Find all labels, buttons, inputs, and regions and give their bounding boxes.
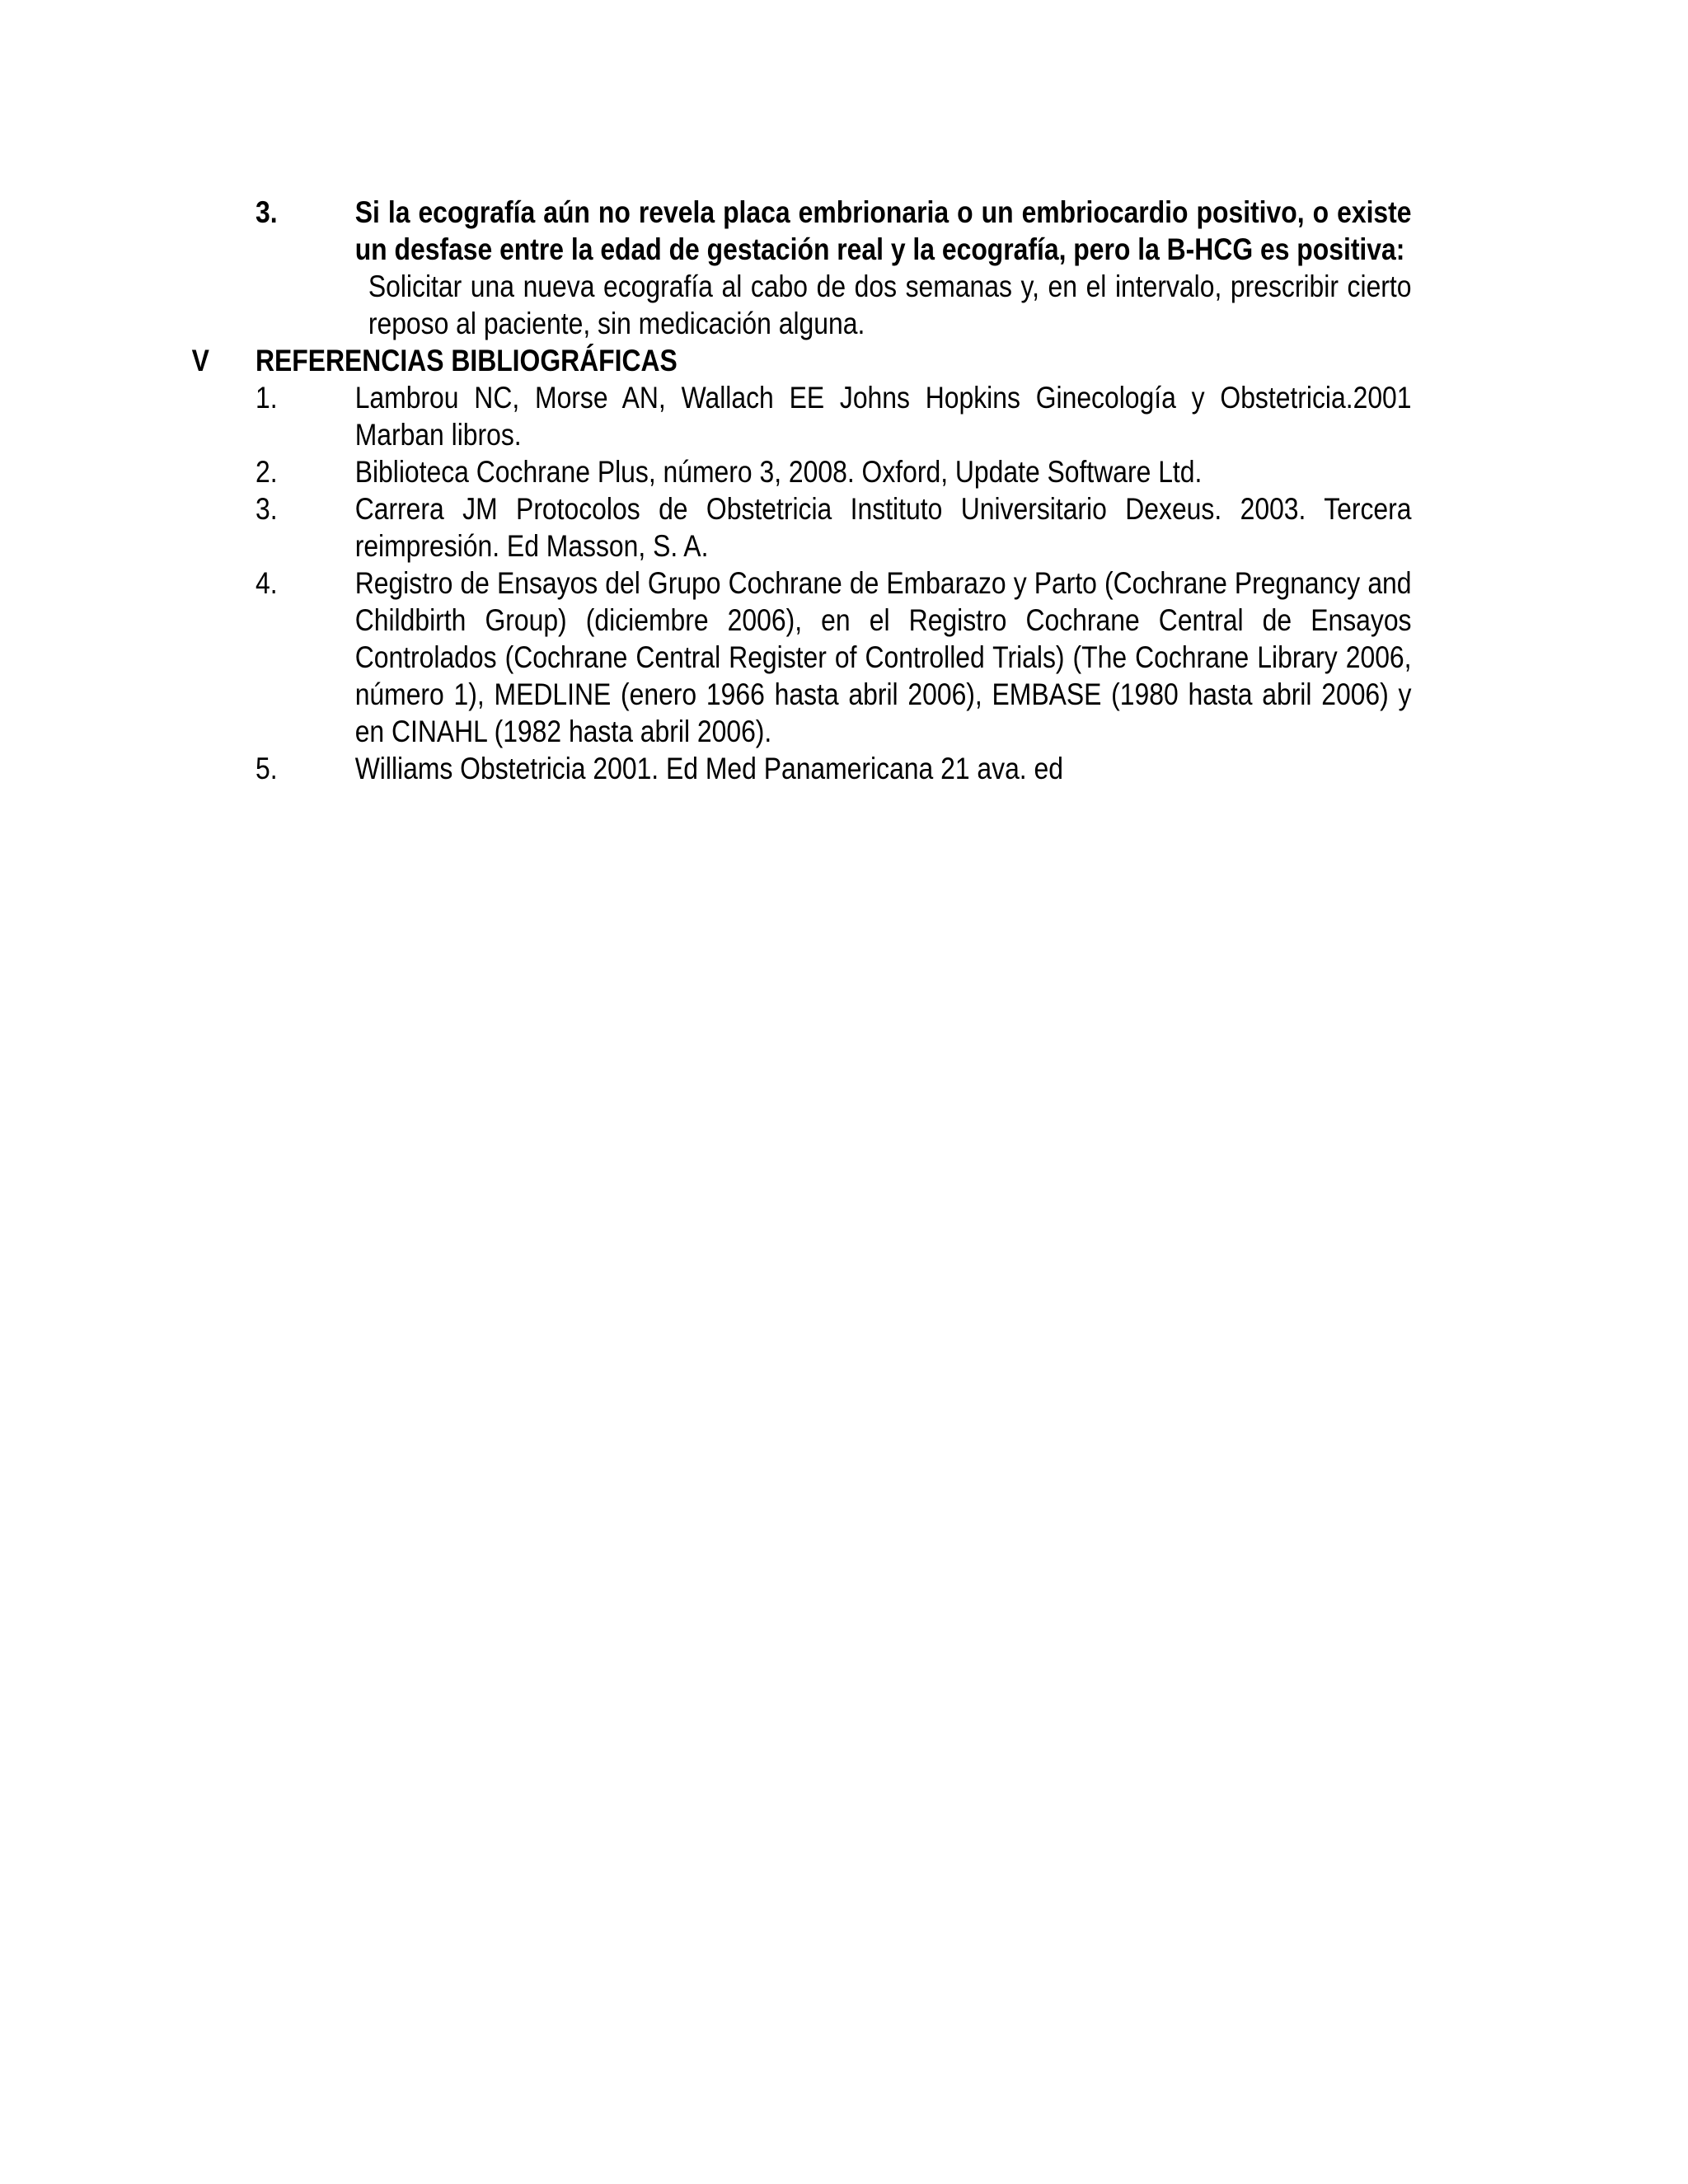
page-content xyxy=(191,194,1412,787)
reference-text: Carrera JM Protocolos de Obstetricia Instituto Universitario Dexeus. 2003. Tercera reimpresión. Ed Masson, S. A. xyxy=(354,491,1412,563)
reference-item xyxy=(256,453,1412,490)
item-body: Solicitar una nueva ecografía al cabo de dos semanas y, en el intervalo, prescribir cierto reposo al paciente, sin medicación alguna. xyxy=(368,269,1412,340)
reference-item xyxy=(256,565,1412,750)
item-number: 3. xyxy=(256,194,278,229)
reference-text: Biblioteca Cochrane Plus, número 3, 2008. Oxford, Update Software Ltd. xyxy=(354,454,1203,489)
section-number: V xyxy=(191,343,209,377)
reference-list xyxy=(256,379,1412,787)
reference-text: Lambrou NC, Morse AN, Wallach EE Johns Hopkins Ginecología y Obstetricia.2001 Marban libros. xyxy=(354,380,1412,452)
reference-number: 4. xyxy=(256,565,278,600)
reference-text: Registro de Ensayos del Grupo Cochrane de Embarazo y Parto (Cochrane Pregnancy and Childbirth Group) (diciembre 2006), en el Registro Cochrane Central de Ensayos Controlados (Cochrane Central Register of Controlled Trials) (The Cochrane Library 2006, número 1), MEDLINE (enero 1966 hasta abril 2006), EMBASE (1980 hasta abril 2006) y en CINAHL (1982 hasta abril 2006). xyxy=(354,565,1412,748)
section-title: REFERENCIAS BIBLIOGRÁFICAS xyxy=(256,343,678,377)
reference-item xyxy=(256,379,1412,453)
reference-item xyxy=(256,750,1412,787)
reference-number: 3. xyxy=(256,491,278,526)
reference-number: 1. xyxy=(256,380,278,415)
reference-item xyxy=(256,490,1412,565)
reference-number: 5. xyxy=(256,751,278,785)
reference-text: Williams Obstetricia 2001. Ed Med Panamericana 21 ava. ed xyxy=(354,751,1063,785)
item-heading: Si la ecografía aún no revela placa embrionaria o un embriocardio positivo, o existe un desfase entre la edad de gestación real y la ecografía, pero la B-HCG es positiva: xyxy=(354,194,1412,266)
numbered-item xyxy=(256,194,1412,268)
reference-number: 2. xyxy=(256,454,278,489)
section-heading xyxy=(192,342,1412,379)
